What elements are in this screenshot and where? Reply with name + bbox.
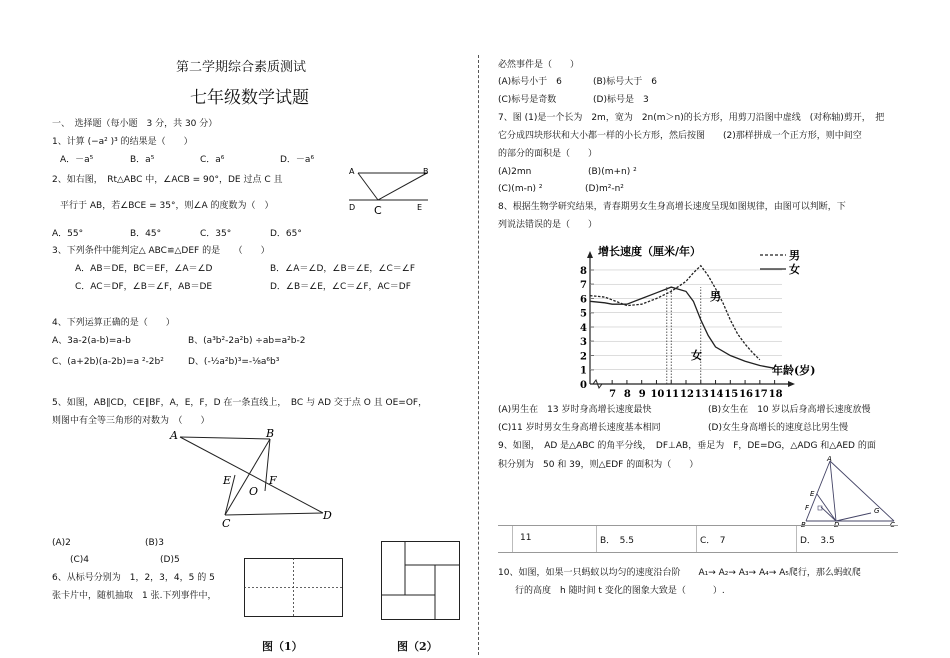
- y-tick-label: 8: [580, 265, 587, 277]
- q1-option-b: B．a⁵: [130, 155, 155, 165]
- q8-option-b: (B)女生在 10 岁以后身高增长速度放慢: [708, 405, 871, 415]
- y-tick-label: 0: [580, 380, 587, 391]
- legend-male-label: 男: [789, 249, 800, 262]
- row-divider: [512, 526, 513, 552]
- q1-option-a: A．－a⁵: [60, 155, 94, 165]
- q5-label-a: A: [170, 429, 178, 442]
- exam-header: 第二学期综合素质测试: [176, 60, 307, 75]
- x-tick-label: 13: [694, 389, 709, 400]
- x-tick-label: 11: [665, 389, 680, 400]
- growth-speed-chart: [560, 238, 830, 400]
- y-tick-label: 6: [580, 294, 587, 306]
- q9-label-c: C: [890, 521, 895, 529]
- x-axis-arrow: [788, 381, 795, 387]
- y-tick-label: 2: [580, 351, 587, 363]
- q2-label-a: A: [349, 167, 355, 176]
- section-heading: 一、 选择题（每小题 3 分，共 30 分）: [52, 119, 218, 129]
- q2-label-b: B: [423, 167, 429, 176]
- q5-label-c: C: [222, 517, 231, 530]
- q9-option-d: D． 3.5: [800, 536, 835, 546]
- q3-option-b: B．∠A＝∠D，∠B＝∠E，∠C＝∠F: [270, 264, 415, 274]
- question-8-cont: 列说法错误的是（ ）: [498, 220, 598, 230]
- q2-option-c: C．35°: [200, 229, 232, 239]
- q9-label-g: G: [874, 507, 880, 515]
- y-tick-label: 4: [580, 322, 587, 334]
- y-tick-label: 5: [580, 308, 587, 320]
- x-tick-label: 16: [739, 389, 753, 400]
- figure-2-caption: 图（2）: [397, 640, 438, 653]
- q3-option-d: D．∠B＝∠E，∠C＝∠F，AC＝DF: [270, 282, 411, 292]
- q9-label-a: A: [827, 455, 832, 463]
- q5-label-o: O: [249, 485, 259, 498]
- q2-option-b: B．45°: [130, 229, 162, 239]
- q7-option-b: (B)(m+n) ²: [588, 167, 637, 177]
- y-tick-label: 7: [580, 280, 587, 292]
- question-10: 10、如图，如果一只蚂蚁以均匀的速度沿台阶 A₁→ A₂→ A₃→ A₄→ A₅爬行，那么蚂蚁爬: [498, 568, 861, 578]
- x-tick-label: 18: [768, 389, 783, 400]
- exam-title: 七年级数学试题: [190, 88, 309, 108]
- q5-label-d: D: [323, 509, 332, 522]
- q9-label-d: D: [834, 521, 840, 529]
- row-divider: [596, 526, 597, 552]
- q9-label-f: F: [805, 504, 810, 512]
- row-divider: [696, 526, 697, 552]
- q9-options-row: [498, 525, 898, 553]
- q7-option-a: (A)2mn: [498, 167, 532, 177]
- figure-1-caption: 图（1）: [262, 640, 303, 653]
- figure-1-rectangle: [244, 558, 344, 618]
- q5-label-e: E: [223, 474, 232, 487]
- x-tick-label: 15: [724, 389, 739, 400]
- q9-triangle-figure: [798, 455, 898, 527]
- question-2-cont: 平行于 AB，若∠BCE = 35°，则∠A 的度数为（ ）: [60, 201, 274, 211]
- y-tick-label: 3: [580, 337, 587, 349]
- q6-option-c: (C)标号是奇数: [498, 95, 557, 105]
- q3-option-c: C．AC＝DF，∠B＝∠F，AB＝DE: [75, 282, 213, 292]
- q2-option-a: A．55°: [52, 229, 84, 239]
- x-tick-label: 9: [638, 389, 646, 400]
- question-3: 3、下列条件中能判定△ ABC≌△DEF 的是 （ ）: [52, 246, 270, 256]
- chart-title: 增长速度（厘米/年）: [598, 245, 702, 258]
- q9-label-e: E: [810, 490, 815, 498]
- question-2: 2、如右图， Rt△ABC 中，∠ACB = 90°，DE 过点 C 且: [52, 175, 283, 185]
- q5-figure: [165, 425, 345, 530]
- x-tick-label: 14: [709, 389, 724, 400]
- q9-label-b: B: [801, 521, 806, 529]
- question-1: 1、计算 (−a² )³ 的结果是（ ）: [52, 137, 193, 147]
- q6-option-b: (B)标号大于 6: [593, 77, 657, 87]
- x-tick-label: 12: [680, 389, 694, 400]
- q5-line-cd: [225, 513, 323, 515]
- q1-option-d: D．－a⁶: [280, 155, 315, 165]
- question-7: 7、图 (1)是一个长为 2m，宽为 2n(m＞n)的长方形，用剪刀沿图中虚线 (对称轴)剪开， 把: [498, 113, 885, 123]
- q4-option-c: C、(a+2b)(a-2b)=a ²-2b²: [52, 357, 164, 367]
- x-tick-label: 10: [650, 389, 665, 400]
- legend-female-label: 女: [789, 263, 800, 276]
- q7-option-d: (D)m²-n²: [585, 184, 624, 194]
- chart-xlabel: 年龄(岁): [772, 364, 816, 377]
- q5-option-b: (B)3: [145, 538, 164, 548]
- q9-option-c: C． 7: [700, 536, 726, 546]
- q8-option-d: (D)女生身高增长的速度总比男生慢: [708, 423, 848, 433]
- question-9-cont: 积分别为 50 和 39，则△EDF 的面积为（ ）: [498, 460, 699, 470]
- question-9: 9、如图， AD 是△ABC 的角平分线， DF⊥AB，垂足为 F，DE=DG，△ADG 和△AED 的面: [498, 441, 876, 451]
- question-6-end: 必然事件是（ ）: [498, 60, 580, 70]
- q5-label-b: B: [266, 427, 275, 440]
- series-female-label: 女: [691, 349, 702, 362]
- question-7-cont: 它分成四块形状和大小都一样的小长方形，然后按图 (2)那样拼成一个正方形，则中间空: [498, 131, 862, 141]
- q9-option-b: B． 5.5: [600, 536, 634, 546]
- q2-triangle-figure: [345, 163, 435, 223]
- q2-option-d: D．65°: [270, 229, 302, 239]
- q3-option-a: A．AB＝DE，BC＝EF，∠A＝∠D: [75, 264, 213, 274]
- q9-option-a: 11: [520, 533, 532, 543]
- column-divider: [478, 55, 479, 655]
- question-8: 8、根据生物学研究结果，青春期男女生身高增长速度呈现如图规律，由图可以判断，下: [498, 202, 846, 212]
- q4-option-d: D、(-½a²b)³=-⅛a⁶b³: [188, 357, 280, 367]
- q8-option-a: (A)男生在 13 岁时身高增长速度最快: [498, 405, 652, 415]
- q2-label-c: C: [374, 204, 382, 217]
- q6-option-d: (D)标号是 3: [593, 95, 649, 105]
- q5-label-f: F: [269, 474, 277, 487]
- series-male-label: 男: [710, 290, 721, 303]
- question-5-cont: 则图中有全等三角形的对数为 （ ）: [52, 416, 210, 426]
- q2-label-e: E: [417, 203, 423, 212]
- y-tick-label: 1: [580, 365, 587, 377]
- q5-option-a: (A)2: [52, 538, 71, 548]
- question-7-cont2: 的部分的面积是（ ）: [498, 149, 598, 159]
- row-divider: [796, 526, 797, 552]
- question-6: 6、从标号分别为 1，2，3，4，5 的 5: [52, 573, 215, 583]
- x-tick-label: 8: [623, 389, 631, 400]
- q4-option-a: A、3a-2(a-b)=a-b: [52, 336, 131, 346]
- q5-option-d: (D)5: [160, 555, 180, 565]
- q5-line-ad: [180, 437, 323, 513]
- q6-option-a: (A)标号小于 6: [498, 77, 562, 87]
- question-4: 4、下列运算正确的是（ ）: [52, 318, 175, 328]
- y-axis-arrow: [587, 251, 593, 258]
- x-tick-label: 7: [609, 389, 617, 400]
- q7-option-c: (C)(m-n) ²: [498, 184, 543, 194]
- q8-option-c: (C)11 岁时男女生身高增长速度基本相同: [498, 423, 661, 433]
- q2-line-bc: [378, 173, 427, 200]
- q5-line-ab: [180, 437, 270, 439]
- q5-line-bc: [225, 439, 270, 515]
- q5-option-c: (C)4: [70, 555, 90, 565]
- x-tick-label: 17: [753, 389, 768, 400]
- q1-option-c: C．a⁶: [200, 155, 225, 165]
- q4-option-b: B、(a³b²-2a²b) ÷ab=a²b-2: [188, 336, 306, 346]
- question-6-cont: 张卡片中，随机抽取 1 张.下列事件中，: [52, 591, 217, 601]
- series-line-female: [590, 287, 775, 368]
- question-5: 5、如图，AB∥CD，CE∥BF，A，E，F，D 在一条直线上， BC 与 AD 交于点 O 且 OE=OF，: [52, 398, 428, 408]
- question-10-cont: 行的高度 h 随时间 t 变化的图象大致是（ ）.: [515, 586, 725, 596]
- figure-2-square: [381, 541, 461, 621]
- q2-line-ac: [358, 173, 378, 200]
- q2-label-d: D: [349, 203, 356, 212]
